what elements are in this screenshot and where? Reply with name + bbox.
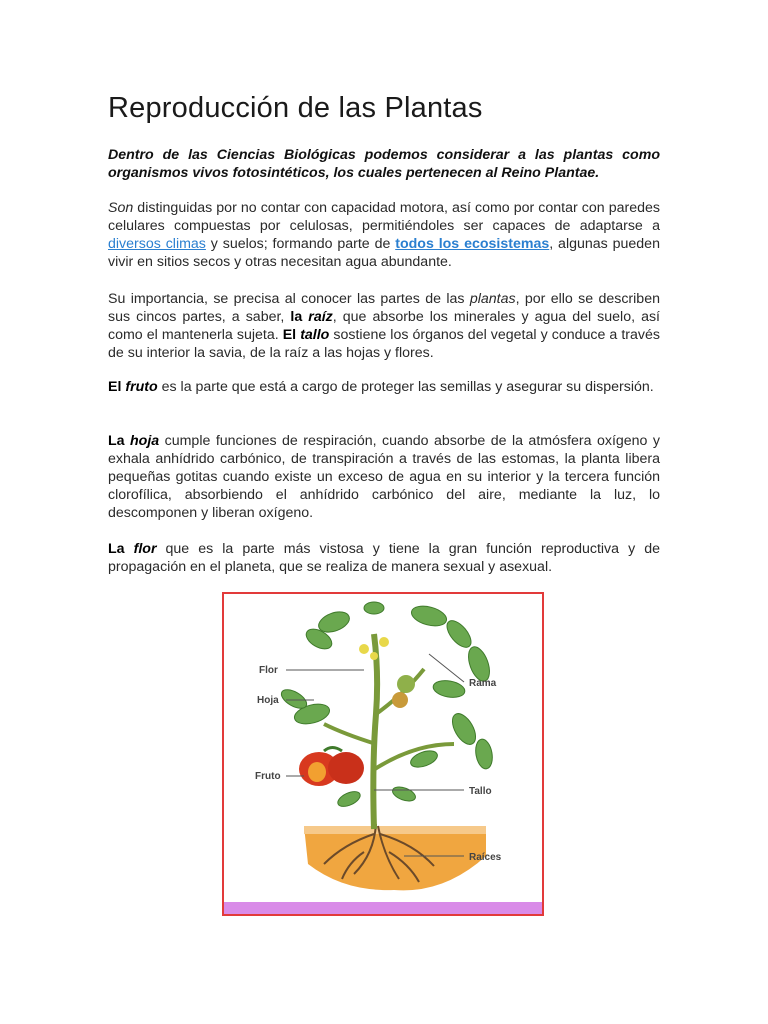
raiz-term: raíz bbox=[308, 309, 333, 325]
lead-word: Son bbox=[108, 200, 134, 216]
label-raices: Raíces bbox=[469, 852, 502, 863]
text-run: que es la parte más vistosa y tiene la gran función reproductiva y de propagación en el planeta, que se realiza de manera sexual y asexual. bbox=[108, 541, 660, 575]
plantas-term: plantas bbox=[469, 291, 516, 307]
plant-diagram bbox=[222, 592, 544, 916]
article: El bbox=[282, 327, 297, 343]
paragraph-importance bbox=[108, 290, 660, 362]
green-fruit bbox=[397, 675, 415, 693]
label-hoja: Hoja bbox=[257, 695, 279, 706]
article: La bbox=[108, 433, 125, 449]
fruto-term: fruto bbox=[125, 379, 158, 395]
flor-term: flor bbox=[133, 541, 157, 557]
paragraph-characteristics bbox=[108, 199, 660, 271]
tallo-term: tallo bbox=[300, 327, 330, 343]
tomato-fruit bbox=[299, 748, 364, 787]
green-fruit bbox=[392, 692, 408, 708]
article: El bbox=[108, 379, 122, 395]
text-run: cumple funciones de respiración, cuando absorbe de la atmósfera oxígeno y exhala anhídrido carbónico, de transpiración a través de las estomas, la planta libera pequeñas gotitas cuando existe un exceso de agua en su interior y la tercera función clorofílica, absorbiendo el anhídrido carbónico del aire, mediante la luz, lo descomponen y liberan oxígeno. bbox=[108, 433, 660, 521]
paragraph-flor bbox=[108, 540, 660, 576]
plant-illustration bbox=[224, 594, 542, 914]
article: la bbox=[290, 309, 303, 325]
paragraph-fruto bbox=[108, 378, 660, 396]
text-run: es la parte que está a cargo de proteger las semillas y asegurar su dispersión. bbox=[157, 379, 654, 395]
text-run: , algunas pueden vivir en sitios secos y otras necesitan agua abundante. bbox=[108, 236, 660, 270]
paragraph-hoja bbox=[108, 432, 660, 522]
text-run: sostiene los órganos del vegetal y conduce a través de su interior la savia, de la raíz a las hojas y flores. bbox=[108, 327, 660, 361]
label-flor: Flor bbox=[259, 665, 278, 676]
branch bbox=[324, 724, 376, 744]
label-rama: Rama bbox=[469, 678, 497, 689]
label-tallo: Tallo bbox=[469, 786, 492, 797]
stem bbox=[373, 634, 377, 829]
soil-surface bbox=[304, 826, 486, 834]
text-run: distinguidas por no contar con capacidad motora, así como por contar con paredes celulares compuestas por celulosas, permitiéndoles ser capaces de adaptarse a bbox=[108, 200, 660, 234]
text-run: y suelos; formando parte de bbox=[205, 236, 396, 252]
page-title: Reproducción de las Plantas bbox=[108, 92, 483, 124]
diversos-climas-link[interactable]: diversos climas bbox=[108, 236, 206, 252]
todos-los-ecosistemas-link[interactable]: todos los ecosistemas bbox=[395, 236, 550, 252]
text-run: , por ello se describen sus cincos partes, a saber, bbox=[108, 291, 660, 325]
label-fruto: Fruto bbox=[255, 771, 281, 782]
bottom-bar bbox=[224, 902, 542, 914]
text-run: , que absorbe los minerales y agua del suelo, así como el mantenerla sujeta. bbox=[108, 309, 660, 343]
article: La bbox=[108, 541, 125, 557]
text-run: Su importancia, se precisa al conocer las partes de las bbox=[108, 291, 470, 307]
intro-paragraph: Dentro de las Ciencias Biológicas podemos considerar a las plantas como organismos vivos fotosintéticos, los cuales pertenecen al Reino Plantae. bbox=[108, 147, 660, 181]
hoja-term: hoja bbox=[130, 433, 160, 449]
